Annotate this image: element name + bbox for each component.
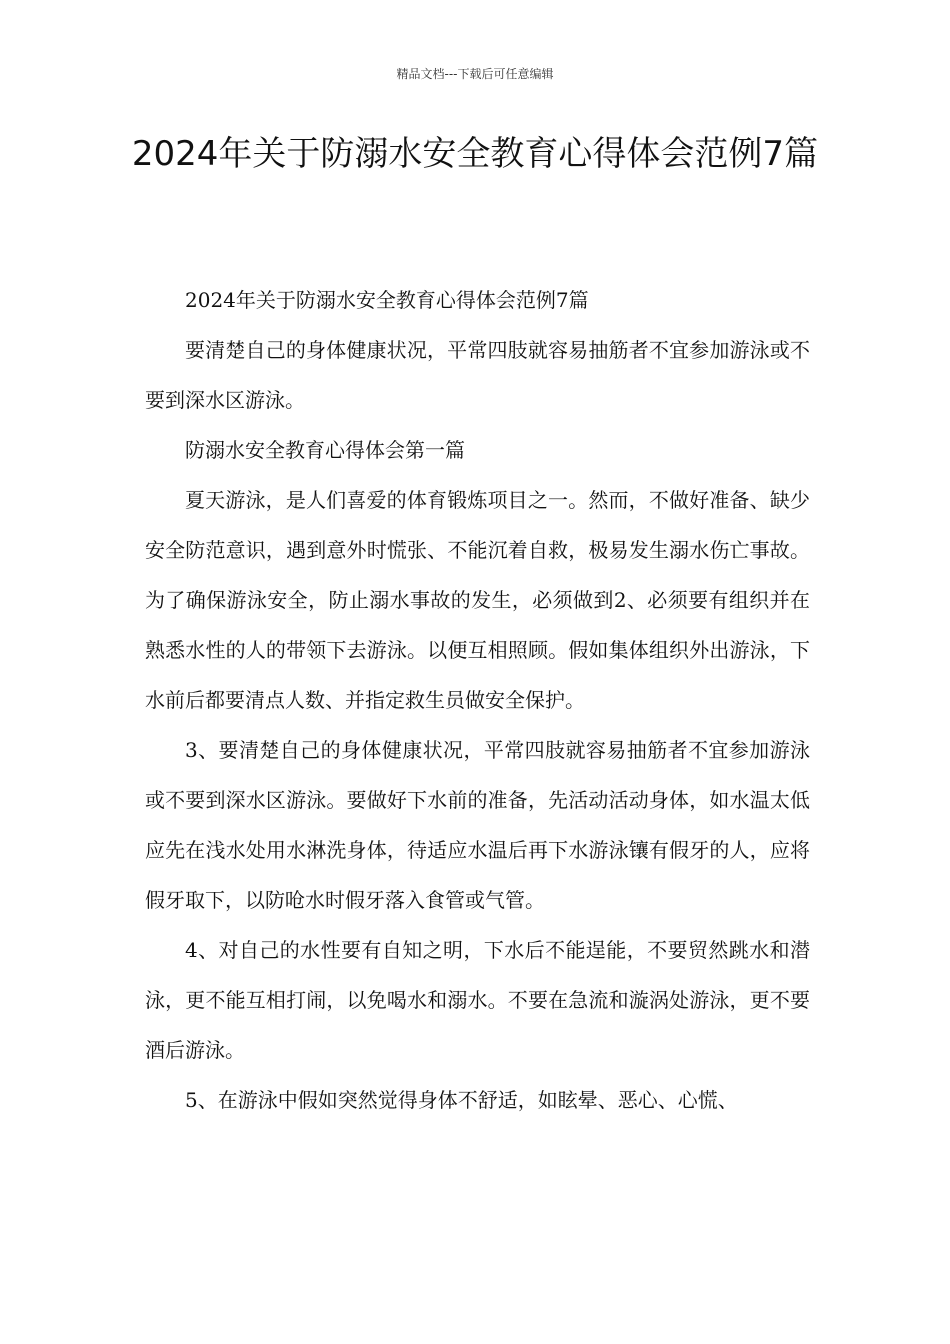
page-header: 精品文档---下载后可任意编辑	[396, 67, 554, 81]
paragraph-intro: 要清楚自己的身体健康状况，平常四肢就容易抽筋者不宜参加游泳或不要到深水区游泳。	[145, 338, 810, 412]
document-body	[145, 275, 810, 1125]
paragraph-subtitle: 2024年关于防溺水安全教育心得体会范例7篇	[185, 288, 589, 312]
paragraph-body: 夏天游泳，是人们喜爱的体育锻炼项目之一。然而，不做好准备、缺少安全防范意识，遇到意外时慌张、不能沉着自救，极易发生溺水伤亡事故。为了确保游泳安全，防止溺水事故的发生，必须做到2、必须要有组织并在熟悉水性的人的带领下去游泳。以便互相照顾。假如集体组织外出游泳，下水前后都要清点人数、并指定救生员做安全保护。	[145, 488, 810, 712]
paragraph-item-4: 4、对自己的水性要有自知之明，下水后不能逞能，不要贸然跳水和潜泳，更不能互相打闹，以免喝水和溺水。不要在急流和漩涡处游泳，更不要酒后游泳。	[145, 938, 810, 1062]
paragraph-item-5: 5、在游泳中假如突然觉得身体不舒适，如眩晕、恶心、心慌、	[185, 1088, 738, 1112]
paragraph-item-3: 3、要清楚自己的身体健康状况，平常四肢就容易抽筋者不宜参加游泳或不要到深水区游泳。要做好下水前的准备，先活动活动身体，如水温太低应先在浅水处用水淋洗身体，待适应水温后再下水游泳镶有假牙的人，应将假牙取下，以防呛水时假牙落入食管或气管。	[145, 738, 810, 912]
paragraph-section-heading: 防溺水安全教育心得体会第一篇	[185, 438, 465, 462]
document-title: 2024年关于防溺水安全教育心得体会范例7篇	[131, 134, 819, 174]
